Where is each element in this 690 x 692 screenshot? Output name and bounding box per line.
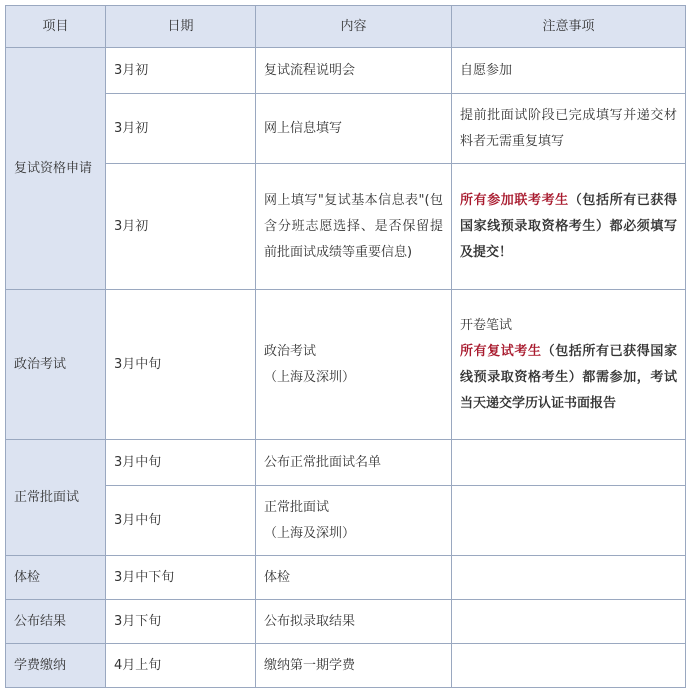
content-cell: 复试流程说明会 (256, 48, 452, 94)
content-cell: 网上填写"复试基本信息表"(包含分班志愿选择、是否保留提前批面试成绩等重要信息) (256, 164, 452, 290)
note-text: （包括所有已获得国家线预录取资格考生）都需参加，考试当天递交学历认证书面报告 (460, 343, 677, 411)
date-cell: 3月下旬 (106, 600, 256, 644)
note-cell: 提前批面试阶段已完成填写并递交材料者无需重复填写 (452, 94, 686, 164)
note-cell (452, 440, 686, 486)
content-cell: 网上信息填写 (256, 94, 452, 164)
header-content: 内容 (256, 6, 452, 48)
date-cell: 3月初 (106, 164, 256, 290)
content-cell (256, 290, 452, 440)
date-cell: 3月中旬 (106, 440, 256, 486)
content-cell: 公布正常批面试名单 (256, 440, 452, 486)
content-line: 政治考试 (264, 343, 317, 359)
date-cell: 3月中旬 (106, 486, 256, 556)
note-cell (452, 486, 686, 556)
note-line: 开卷笔试 (460, 317, 513, 333)
content-line: 正常批面试 (264, 499, 330, 515)
table-row (6, 94, 686, 164)
date-cell: 4月上旬 (106, 644, 256, 688)
header-notes: 注意事项 (452, 6, 686, 48)
content-line: （上海及深圳） (264, 369, 356, 385)
note-cell (452, 556, 686, 600)
item-cell: 公布结果 (6, 600, 106, 644)
content-cell: 缴纳第一期学费 (256, 644, 452, 688)
table-row (6, 600, 686, 644)
item-cell: 复试资格申请 (6, 48, 106, 290)
content-cell: 公布拟录取结果 (256, 600, 452, 644)
note-highlight: 所有复试考生 (460, 343, 542, 359)
header-item: 项目 (6, 6, 106, 48)
note-cell (452, 644, 686, 688)
table-row (6, 290, 686, 440)
content-cell: 体检 (256, 556, 452, 600)
note-cell: 自愿参加 (452, 48, 686, 94)
table-row (6, 440, 686, 486)
note-cell (452, 164, 686, 290)
table-row (6, 644, 686, 688)
header-date: 日期 (106, 6, 256, 48)
date-cell: 3月中下旬 (106, 556, 256, 600)
content-cell (256, 486, 452, 556)
note-text: （包括所有已获得国家线预录取资格考生）都必须填写及提交！ (460, 192, 677, 260)
table-row (6, 48, 686, 94)
table-row (6, 556, 686, 600)
date-cell: 3月初 (106, 48, 256, 94)
note-cell (452, 600, 686, 644)
note-cell (452, 290, 686, 440)
table-row (6, 164, 686, 290)
table-row (6, 486, 686, 556)
schedule-table (5, 5, 686, 688)
content-line: （上海及深圳） (264, 525, 356, 541)
item-cell: 体检 (6, 556, 106, 600)
date-cell: 3月初 (106, 94, 256, 164)
item-cell: 政治考试 (6, 290, 106, 440)
note-highlight: 所有参加联考考生 (460, 192, 569, 208)
date-cell: 3月中旬 (106, 290, 256, 440)
header-row (6, 6, 686, 48)
item-cell: 正常批面试 (6, 440, 106, 556)
item-cell: 学费缴纳 (6, 644, 106, 688)
